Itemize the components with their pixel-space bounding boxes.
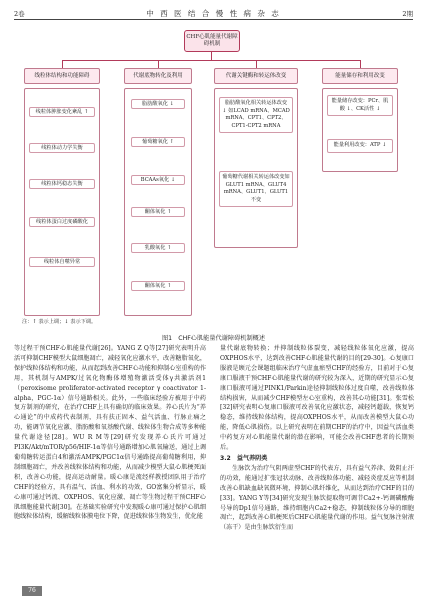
paragraph: 生脉饮为治疗气阴两虚型CHF的代表方，具有益气养津、敛阴止汗的功效，能通过扩张冠状动脉、改善线粒体功能、减轻炎症反应等机制改善心肌缺血缺氧微环境，抑制心肌纤维化，从而达到治疗CHF的目的[33]。YANG Y等[34]研究发现生脉饮提取物可调节Ca2+-钙调磷酸酶号导的Dp1信号通路，维持细胞内Ca2+稳态，抑制线粒体分导的细胞凋亡，起到改善心肌梗死后CHF心肌能量代谢的作用。益气复脉注射液（冻干）是由生脉饮衍生而 xyxy=(220,464,414,532)
figure-item: 线粒体蛋白过度磷酸化 xyxy=(29,217,95,227)
connector xyxy=(158,60,159,68)
running-header xyxy=(14,6,413,20)
figure-item: 酮体氧化 ↑ xyxy=(131,207,185,217)
journal-title: 中 西 医 结 合 慢 性 病 杂 志 xyxy=(146,9,281,18)
paragraph: 量代谢底物转换；并抑制线粒体裂变，减轻线粒体氧化应激，提高OXPHOS水平，达到改善CHF心肌能量代谢的目的[29-30]。心复康口服液是顾元会课题组临床治疗气虚血瘀型CHF的经验方，目前对于心复康口服液干预CHF心肌能量代谢的研究较为深入，近期的研究显示心复康口服液可通过PINK1/Parkin途径抑制线粒体过度自噬，改善线粒体结构损害，从而减少CHF模型左心室重构，改善其心功能[31]。张雪松[32]研究表明心复康口服液可改善氧化应激状态，减轻钙超载，恢复钙稳态，维持线粒体结构，提高OXPHOS水平，从而改善模型大鼠心功能，降低心肌损伤。以上研究表明在前期CHF的治疗中，因益气活血类中药复方对心肌能量代谢的潜在影响，可能会改善CHF患者的长期预后。 xyxy=(220,345,414,452)
column-energy xyxy=(322,88,398,172)
figure-item: 乳酸氧化 ↑ xyxy=(131,243,185,253)
connector xyxy=(62,60,63,68)
page-number: 76 xyxy=(22,586,42,596)
figure-item: 能量利用改变：ATP ↓ xyxy=(327,139,393,153)
issue-label: 2期 xyxy=(402,10,413,18)
column-head-energy: 能量储存和利用改变 xyxy=(322,68,398,84)
figure-item: 脂肪酸氧化相关转运体改变 ↓ 如LCAD mRNA、MCAD mRNA、CPT1、CPT2、CPT1-CPT2 mRNA xyxy=(219,97,293,133)
figure-item: 葡萄糖氧化 ↑ xyxy=(131,137,185,147)
connector xyxy=(62,60,360,61)
column-head-substrate: 代谢底物转化及利用 xyxy=(124,68,192,84)
figure-item: 线粒体钙稳态失衡 xyxy=(29,179,95,189)
column-enzymes xyxy=(214,88,298,248)
paragraph: 等过程干预CHF心肌能量代谢[26]。YANG Z Q等[27]研究表明升高活可抑制CHF模型大鼠细胞凋亡，减轻氧化应激水平，改善糖脂氧化，保护线粒体结构和功能，从而起到改善CHF心功能和抑制心室重构的作用，其机制与AMPK/过氧化物酶体增殖物激活受体γ共激活剂1（peroxisome proliferator-activated receptor γ coactivator 1-alpha，PGC-1α）信号通路相关。此外，一些临床经验方被用于中药复方制剂的研究，在治疗CHF上具有确切的临床效果。养心氏片为“养心通论”的中成药代表制剂，具有扶正固本、益气活血、行脉止痛之功，能调节氧化应激、脂肪酸和氧基酸代谢、线粒体生物合成等多种能量代谢途径[28]。WU R M等[29]研究发现养心氏片可通过PI3K/Akt/mTOR/p56/HIF-1α等信号通路增加心肌氧输送，通过上调葡萄糖转运蛋白4和激活AMPK/PGC1α信号通路提高葡萄糖利用，抑制细胞凋亡，并改善线粒体结构和功能，从而减少模型大鼠心肌梗死面积，改善心功能，提高运动耐量。暖心康是流经样教授团队用于治疗CHF的经验方，具有温气、活血、利水的功效，GO富集分析显示，暖心康可通过钙流、OXPHOS、氧化应激、凋亡等生物过程干预CHF心肌细胞能量代谢[30]。在基础实验研究中发现暖心康可通过保护心肌细胞线粒体结构，缓解线粒体膜电位下降，促进线粒体生物发生，优化能 xyxy=(14,345,206,521)
column-head-mitochondria: 线粒体结构和功能障碍 xyxy=(24,68,100,84)
figure-item: 酮体氧化 ↑ xyxy=(131,281,185,291)
figure-caption: 图1 CHF心肌能量代谢障碍机制概述 xyxy=(161,335,266,342)
column-mitochondria xyxy=(24,88,100,316)
figure-item: 能量储存改变：PCr、肌酸 ↓、CK活性 ↓ xyxy=(327,95,393,116)
figure-item: 线粒体自噬异常 xyxy=(29,257,95,267)
figure-item: BCAAs氧化 ↓ xyxy=(131,175,185,185)
connector xyxy=(211,52,212,60)
figure-item: 线粒体动力学失衡 xyxy=(29,143,95,153)
volume-label: 2卷 xyxy=(14,10,25,18)
connector xyxy=(256,60,257,68)
column-substrate xyxy=(124,88,192,316)
body-column-right xyxy=(220,344,414,533)
figure-item: 线粒体肿胀变化紊乱 ↑ xyxy=(29,107,95,117)
figure-note: 注：↑ 表示上调；↓ 表示下调。 xyxy=(22,319,97,325)
section-heading: 3.2 益气养阴类 xyxy=(220,454,268,462)
connector xyxy=(360,60,361,68)
column-head-enzymes: 代谢关键酶和转运体改变 xyxy=(214,68,298,84)
figure-item: 葡萄糖代谢相关转运体改变如GLUT1 mRNA、GLUT4 mRNA、GLUT1、GLUT1不变 xyxy=(219,171,293,207)
figure-1 xyxy=(16,24,411,324)
figure-item: 脂肪酸氧化 ↓ xyxy=(131,99,185,109)
header-rule xyxy=(14,19,413,20)
figure-title-box: CHF心肌能量代谢障碍机制 xyxy=(184,30,240,52)
body-column-left xyxy=(14,344,206,522)
